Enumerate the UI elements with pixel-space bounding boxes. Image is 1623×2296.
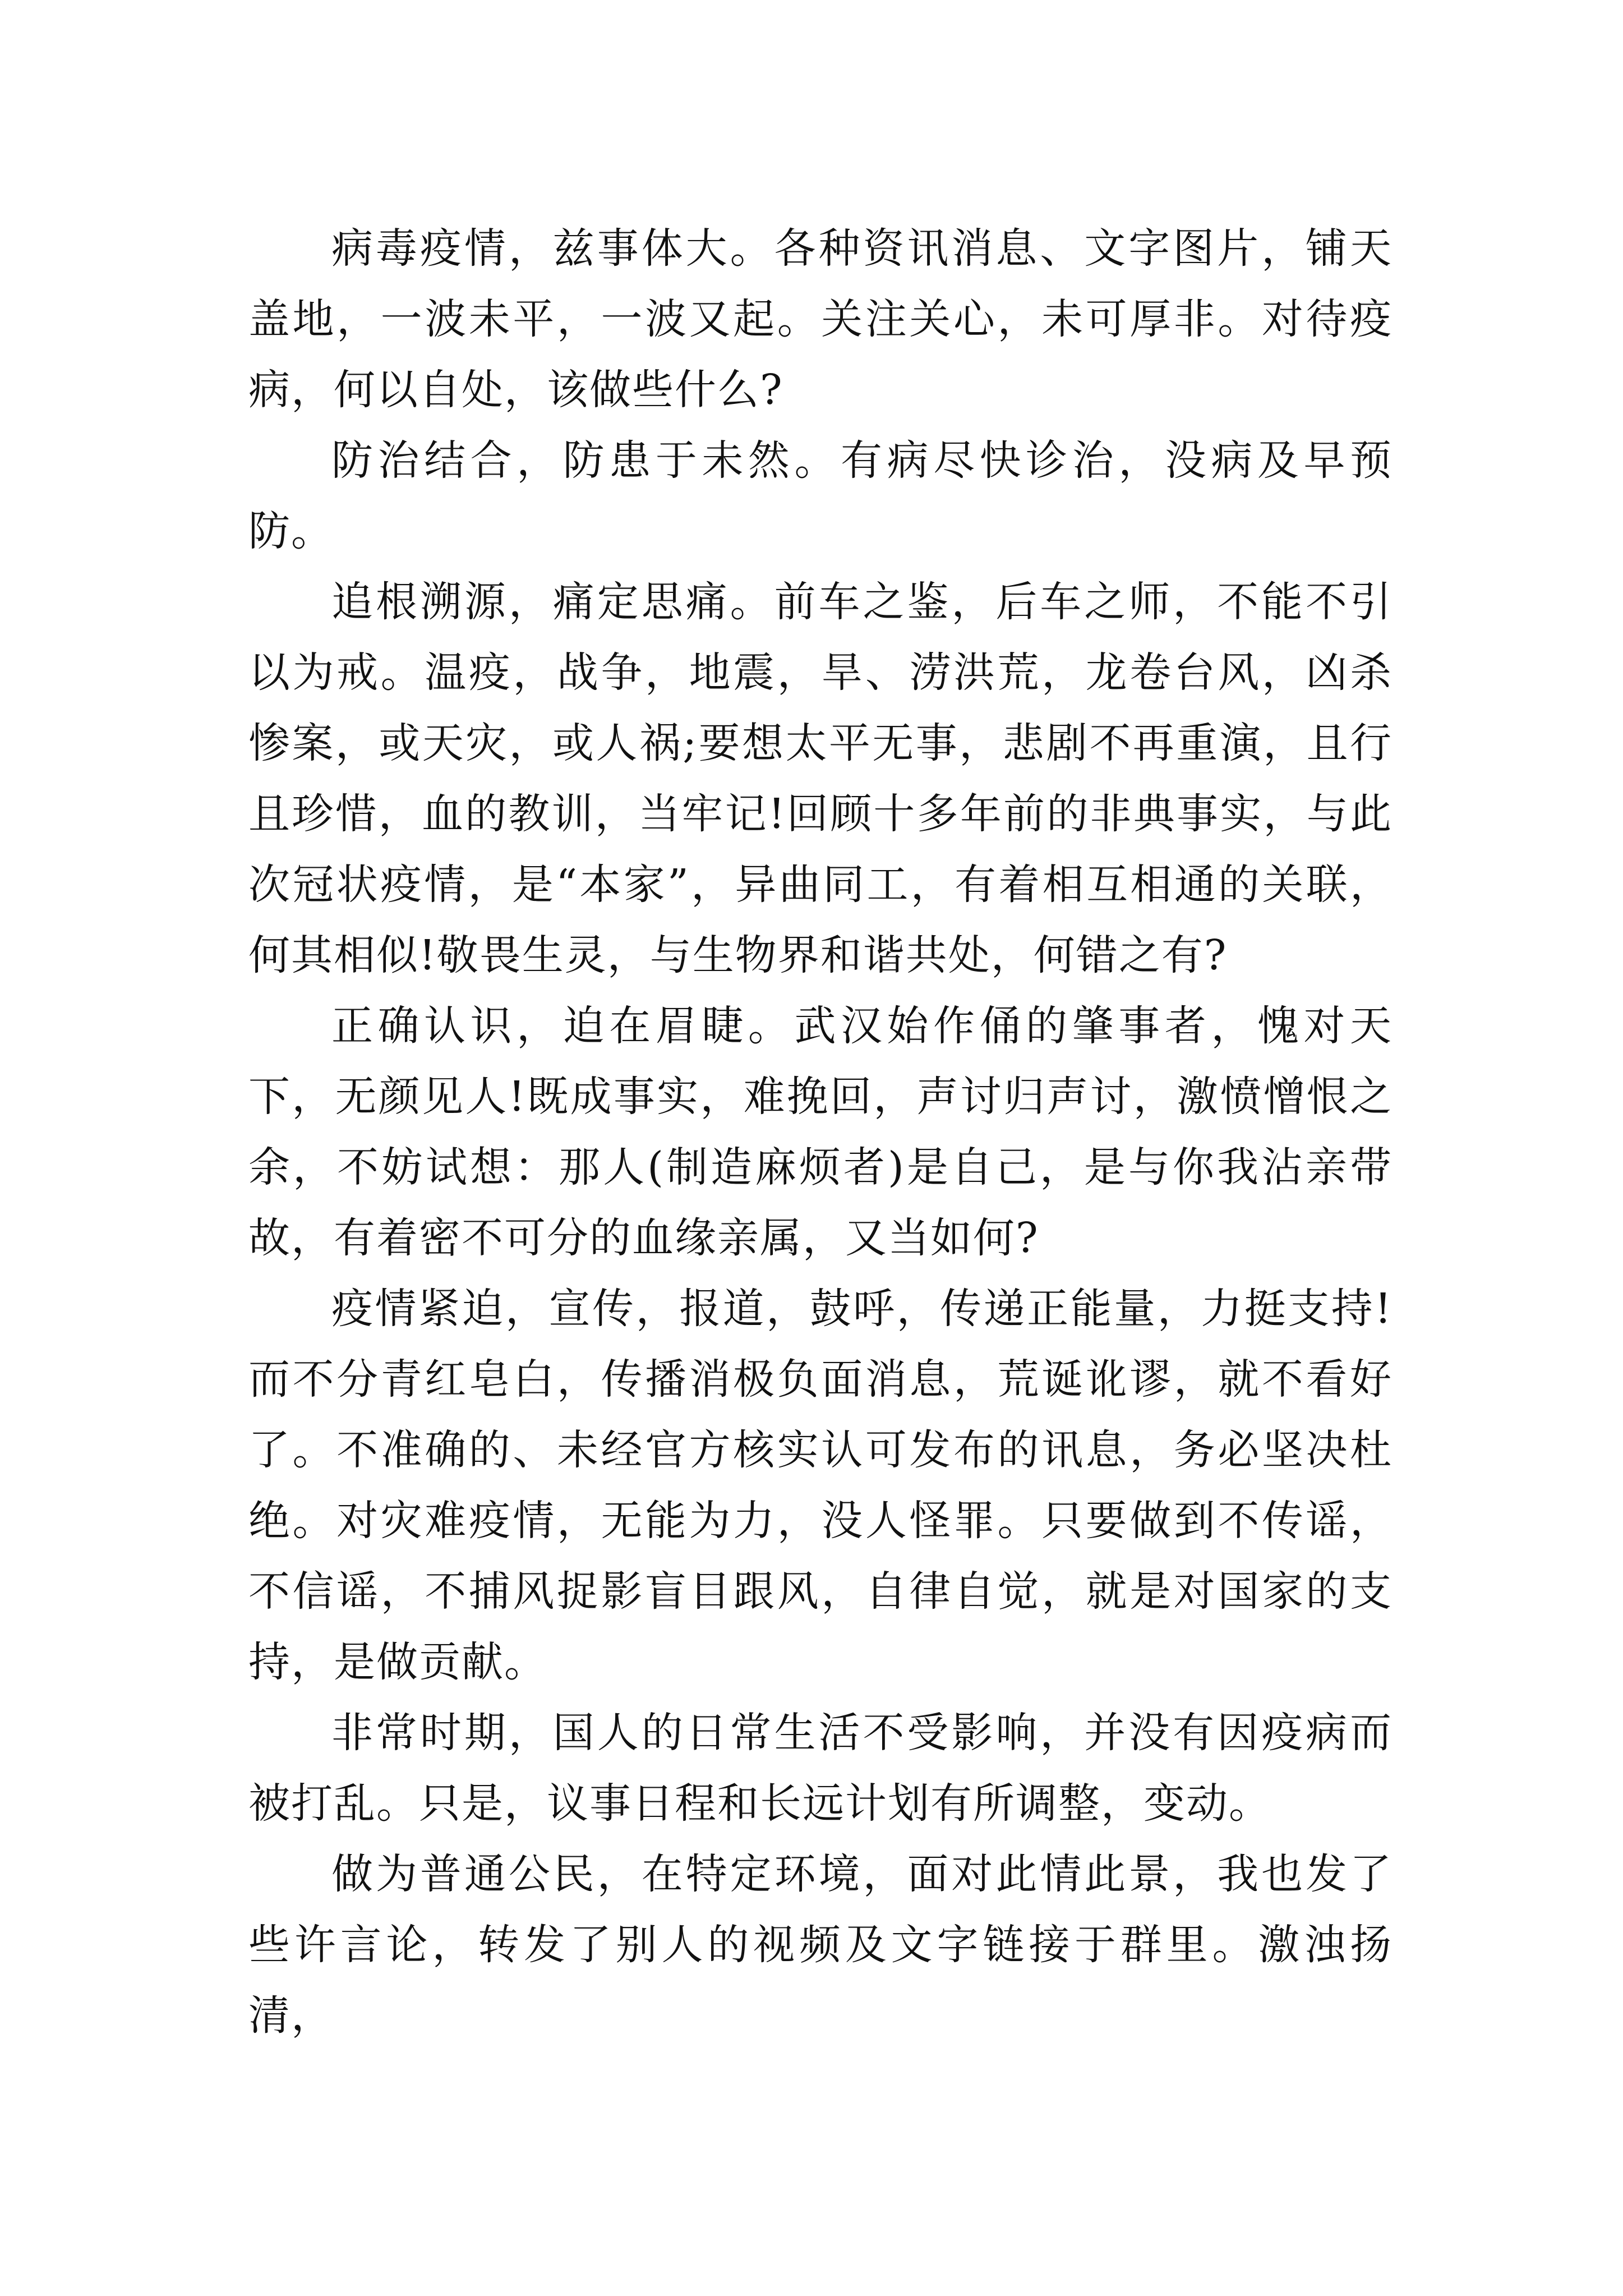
document-body: [248, 213, 1393, 2051]
paragraph-3: 追根溯源，痛定思痛。前车之鉴，后车之师，不能不引以为戒。温疫，战争，地震，旱、涝洪荒，龙卷台风，凶杀惨案，或天灾，或人祸;要想太平无事，悲剧不再重演，且行且珍惜，血的教训，当牢记!回顾十多年前的非典事实，与此次冠状疫情，是“本家”，异曲同工，有着相互相通的关联，何其相似!敬畏生灵，与生物界和谐共处，何错之有?: [248, 578, 1393, 979]
paragraph-5: 疫情紧迫，宣传，报道，鼓呼，传递正能量，力挺支持!而不分青红皂白，传播消极负面消息，荒诞讹谬，就不看好了。不准确的、未经官方核实认可发布的讯息，务必坚决杜绝。对灾难疫情，无能为力，没人怪罪。只要做到不传谣，不信谣，不捕风捉影盲目跟风，自律自觉，就是对国家的支持，是做贡献。: [248, 1285, 1393, 1686]
paragraph-6: 非常时期，国人的日常生活不受影响，并没有因疫病而被打乱。只是，议事日程和长远计划有所调整，变动。: [248, 1709, 1393, 1828]
paragraph-7: 做为普通公民，在特定环境，面对此情此景，我也发了些许言论，转发了别人的视频及文字链接于群里。激浊扬清，: [248, 1850, 1393, 2040]
paragraph-1: 病毒疫情，兹事体大。各种资讯消息、文字图片，铺天盖地，一波未平，一波又起。关注关心，未可厚非。对待疫病，何以自处，该做些什么?: [248, 224, 1393, 414]
paragraph-4: 正确认识，迫在眉睫。武汉始作俑的肇事者，愧对天下，无颜见人!既成事实，难挽回，声讨归声讨，激愤憎恨之余，不妨试想：那人(制造麻烦者)是自己，是与你我沾亲带故，有着密不可分的血缘亲属，又当如何?: [248, 1002, 1393, 1262]
paragraph-2: 防治结合，防患于未然。有病尽快诊治，没病及早预防。: [248, 436, 1393, 555]
